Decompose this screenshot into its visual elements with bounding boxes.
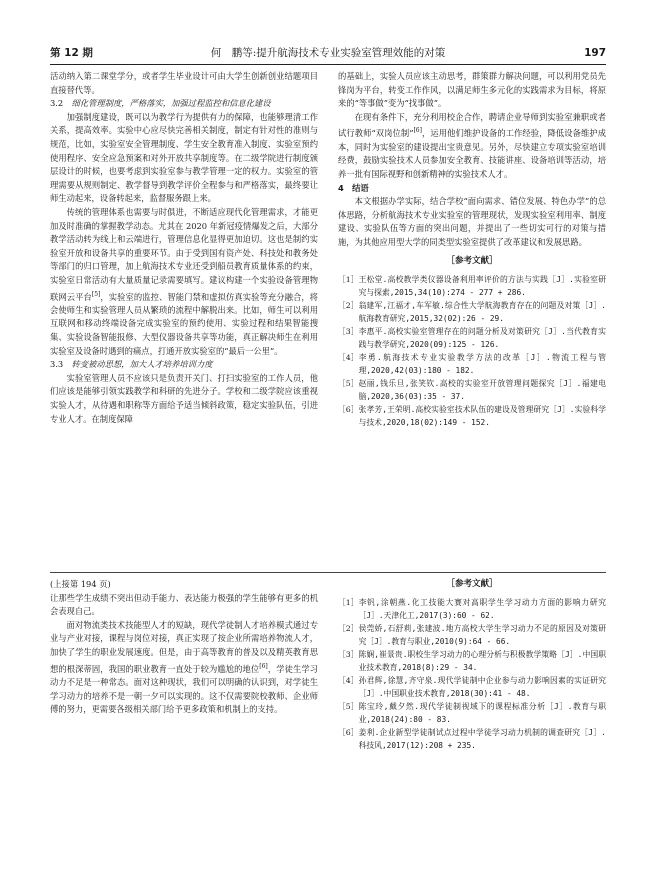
page-number: 197 (584, 47, 606, 59)
section-title: 细化管理制度，严格落实，加强过程监控和信息化建设 (71, 98, 271, 109)
reference-number: ［5］ (338, 701, 359, 711)
reference-number: ［6］ (338, 727, 359, 737)
section-number: 3.3 (50, 359, 64, 370)
continuation-note: (上接第 194 页) (50, 579, 111, 589)
article-separator (50, 572, 606, 573)
reference-item (338, 622, 606, 648)
section-number: 3.2 (50, 98, 64, 109)
reference-number: ［2］ (338, 623, 359, 633)
reference-text: 侯莞娇,石舒莉,张建波.地方高校大学生学习动力不足的原因及对策研究［J］.教育与职业,2010(9):64 - 66. (358, 623, 606, 646)
reference-number: ［2］ (338, 301, 359, 311)
issue-number: 第 12 期 (50, 47, 93, 59)
references-title: ［参考文献］ (446, 256, 498, 267)
reference-text: 姜利.企业新型学徒制试点过程中学徒学习动力机制的调查研究［J］.科技风,2017(12):208 + 235. (358, 727, 606, 750)
bottom-right-column (338, 578, 606, 752)
reference-text: 陈娴,崔景贵.职校生学习动力的心理分析与积极教学策略［J］.中国职业技术教育,2018(8):29 - 34. (358, 649, 606, 672)
reference-number: ［1］ (338, 275, 359, 285)
paragraph: 活动纳入第二课堂学分，或者学生毕业设计可由大学生创新创业结题项目直接替代等。 (50, 71, 318, 95)
reference-number: ［6］ (338, 405, 359, 415)
reference-item (338, 325, 606, 351)
reference-text: 翁建军,江福才,车军敏.综合性大学航海教育存在的问题及对策［J］.航海教育研究,2015,32(02):26 - 29. (358, 301, 606, 324)
bottom-left-column (50, 578, 318, 717)
reference-text: 张孝芳,王荣明.高校实验室技术队伍的建设及管理研究［J］.实验科学与技术,2020,18(02):149 - 152. (358, 405, 606, 428)
reference-item (338, 726, 606, 752)
reference-item (338, 351, 606, 377)
citation: [6] (413, 127, 422, 135)
reference-number: ［4］ (338, 353, 359, 363)
reference-item (338, 700, 606, 726)
reference-text: 王松堂.高校教学类仪器设备利用率评价的方法与实践［J］.实验室研究与探索,2015,34(10):274 - 277 + 286. (358, 275, 606, 298)
header-rule (50, 64, 606, 65)
running-header (50, 44, 606, 62)
reference-item (338, 299, 606, 325)
reference-number: ［5］ (338, 379, 359, 389)
reference-text: 李惠平.高校实验室管理存在的问题分析及对策研究［J］.当代教育实践与教学研究,2020(09):125 - 126. (358, 327, 606, 350)
reference-item (338, 377, 606, 403)
reference-item (338, 674, 606, 700)
top-right-column (338, 70, 606, 429)
running-title: 何 鹏等:提升航海技术专业实验室管理效能的对策 (210, 47, 446, 59)
reference-text: 李勇.航海技术专业实验教学方法的改革［J］.物流工程与管理,2020,42(03):180 - 182. (358, 353, 606, 376)
reference-number: ［3］ (338, 649, 359, 659)
reference-item (338, 403, 606, 429)
reference-number: ［1］ (338, 597, 359, 607)
references-list (338, 273, 606, 429)
reference-number: ［3］ (338, 327, 359, 337)
paragraph: 的基础上，实验人员应该主动思考，群策群力解决问题，可以利用党员先锋岗为平台，转变工作作风，以满足师生多元化的实践需求为目标，将原来的“等事做”变为“找事做”。 (338, 71, 606, 109)
reference-text: 李钒,涂朝燕.化工技能大赛对高职学生学习动力方面的影响力研究［J］.天津化工,2017(3):60 - 62. (358, 597, 606, 620)
section-heading-3-2 (50, 97, 318, 111)
reference-item (338, 596, 606, 622)
reference-number: ［4］ (338, 675, 359, 685)
references-list (338, 596, 606, 752)
reference-item (338, 273, 606, 299)
reference-text: 孙君辉,徐慧,齐守泉.现代学徒制中企业参与动力影响因素的实证研究［J］.中国职业技术教育,2018(30):41 - 48. (358, 675, 606, 698)
paragraph: 让那些学生成绩不突出但动手能力、表达能力极强的学生能够有更多的机会表现自己。 (50, 592, 318, 617)
paragraph: 加强制度建设，既可以为教学行为提供有力的保障，也能够理清工作关系，提高效率。实验中心应尽快完善相关制度，制定有针对性的准则与规范，比如，实验室安全管理制度、学生安全教育准入制度、实验室预约使用程序、安全应急预案和对外开放共享制度等。在二级学院进行制度颁层设计的时候，也要考虑到实验室参与教学管理一定的权力。实验室的管理需要从规则制定、教学督导到教学评价全程参与和严格落实，最终要让师生动起来，设备转起来，监督服务跟上来。 (50, 111, 318, 204)
top-left-column (50, 70, 318, 426)
reference-text: 赵丽,钱乐旦,张笑钦.高校的实验室开放管理问题探究［J］.福建电脑,2020,36(03):35 - 37. (358, 379, 606, 402)
reference-item (338, 648, 606, 674)
paragraph: 在现有条件下，充分利用校企合作，聘请企业导师到实验室兼职或者试行教师“双岗位制”[6]，运用他们维护设备的工作经验，降低设备维护成本，同时为实验室的建设提出宝贵意见。另外，尽快建立专项实验室培训经费，鼓励实验技术人员参加安全教育、技能讲座、设备培训等活动，培养一批有国际视野和创新精神的实验技术人才。 (338, 111, 606, 179)
section-heading-4: 4 结语 (338, 182, 369, 193)
paragraph: 传统的管理体系也需要与时俱进，不断适应现代化管理需求，才能更加及时准确的掌握教学动态。尤其在 2020 年新冠疫情爆发之后，大部分教学活动转为线上和云端进行，管理信息化显得更加迫切。这也是制约实验室开放和设备共享的重要环节。由于受到国有资产处、科技处和教务处等部门的归口管理，加上航海技术专业还受到船员教育质量体系的约束，实验室日常活动有大量质量记录需要填写。建议构建一个实验设备管理物联网云平台[5]，实验室的监控、智能门禁和虚拟仿真实验等充分融合，将会使师生和实验管理人员从繁琐的流程中解脱出来。比如，师生可以利用互联网和移动终端设备完成实验室的预约使用、实验过程和结果智能搜集、实验设备智能报修、大型仪器设备共享等功能，真正解决师生在利用实验室及设备时遇到的痛点，打通开放实验室的“最后一公里”。 (50, 206, 318, 356)
reference-text: 陈宝玲,戴夕然.现代学徒制视域下的课程标准分析［J］.教育与职业,2018(24):80 - 83. (358, 701, 606, 724)
citation: [5] (91, 290, 101, 298)
references-title: ［参考文献］ (446, 579, 498, 589)
citation: [6] (259, 662, 268, 670)
paragraph: 本文根据办学实际，结合学校“面向需求、错位发展、特色办学”的总体思路，分析航海技术专业实验室的管理现状，发现实验室利用率、制度建设、实验队伍等方面的突出问题，并提出了一些切实可行的对策与措施，为其他应用型大学的同类型实验室提供了改革建议和发展思路。 (338, 196, 606, 247)
paragraph: 面对物流类技术技能型人才的短缺，现代学徒制人才培养模式通过专业与产业对接，课程与岗位对接，真正实现了按企业所需培养物流人才，加快了学生的职业发展速度。但是，由于高等教育的普及以及精英教育思想的根深蒂固，我国的职业教育一直处于较为尴尬的地位[6]，学徒生学习动力不足是一种常态。面对这种现状，我们可以明确的认识到，对学徒生学习动力的培养不是一朝一夕可以实现的。这不仅需要院校教师、企业师傅的努力，更需要各级相关部门给予更多政策和机制上的支持。 (50, 619, 318, 715)
section-title: 转变被动思想，加大人才培养培训力度 (71, 359, 213, 370)
section-heading-3-3 (50, 358, 318, 372)
paragraph: 实验室管理人员不应该只是负责开关门、打扫实验室的工作人员，他们应该是能够引领实践教学和科研的先进分子。学校和二级学院应该重视实验人才，从待遇和职称等方面给予适当倾斜政策，稳定实验队伍，引进专业人才。在制度保障 (50, 372, 318, 424)
